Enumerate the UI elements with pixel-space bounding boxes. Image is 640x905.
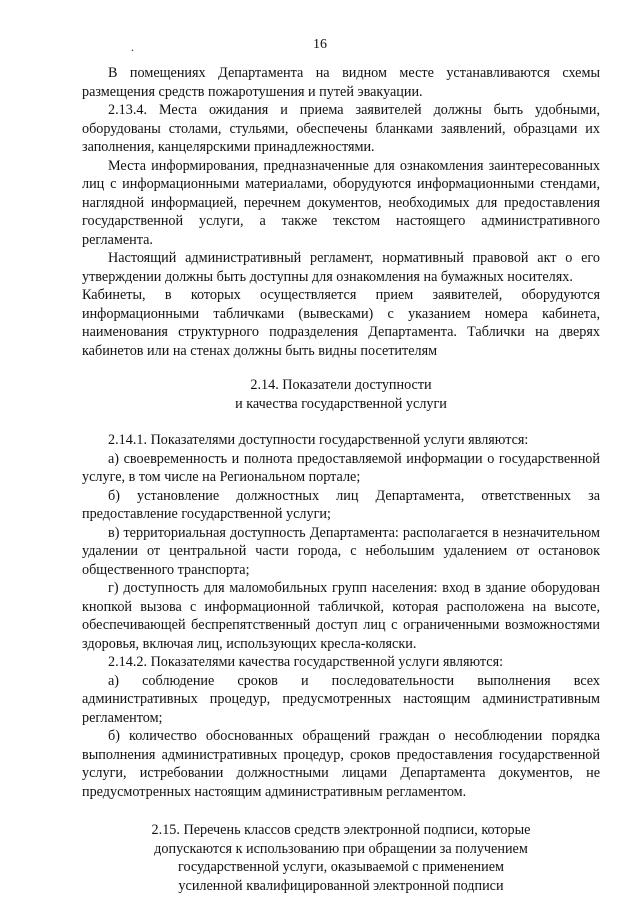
section-heading-2-15-line3: государственной услуги, оказываемой с применением — [178, 859, 504, 875]
stray-mark: . — [131, 40, 134, 54]
paragraph-2-13-4: 2.13.4. Места ожидания и приема заявителей должны быть удобными, оборудованы столами, стульями, обеспечены бланками заявлений, образцами их заполнения, канцелярскими принадлежностями. — [82, 102, 600, 155]
section-heading-2-15-line4: усиленной квалифицированной электронной подписи — [178, 877, 504, 894]
section-heading-2-15-line2: допускаются к использованию при обращении за получением — [154, 840, 528, 857]
list-item-b-accessibility: б) установление должностных лиц Департамента, ответственных за предоставление государственной услуги; — [82, 487, 600, 522]
paragraph-reglament-availability: Настоящий административный регламент, нормативный правовой акт о его утверждении должны быть доступны для ознакомления на бумажных носителях. — [82, 250, 600, 285]
paragraph-cabinets: Кабинеты, в которых осуществляется прием заявителей, оборудуются информационными табличками (вывесками) с указанием номера кабинета, наименования структурного подразделения Департамента. Таблички на дверях кабинетов или на стенах должны быть видны посетителям — [82, 287, 600, 359]
paragraph-2-14-2: 2.14.2. Показателями качества государственной услуги являются: — [108, 654, 504, 670]
section-heading-2-15-line1: 2.15. Перечень классов средств электронной подписи, которые — [151, 822, 531, 838]
paragraph-2-14-1: 2.14.1. Показателями доступности государственной услуги являются: — [108, 432, 529, 448]
paragraph-info-places: Места информирования, предназначенные для ознакомления заинтересованных лиц с информационными материалами, оборудуются информационными стендами, наглядной информацией, перечнем документов, необходимых для предоставления государственной услуги, а также текстом настоящего административного регламента. — [82, 157, 600, 248]
document-body — [82, 64, 600, 895]
paragraph-fire-schemes: В помещениях Департамента на видном месте устанавливаются схемы размещения средств пожаротушения и путей эвакуации. — [82, 65, 600, 100]
section-heading-2-14-line1: 2.14. Показатели доступности — [250, 377, 432, 393]
section-heading-2-14 — [82, 376, 600, 413]
list-item-g-accessibility: г) доступность для маломобильных групп населения: вход в здание оборудован кнопкой вызова с информационной табличкой, которая расположена на высоте, обеспечивающей беспрепятственный доступ лиц с ограниченными возможностями здоровья, включая лиц, использующих кресла-коляски. — [82, 580, 600, 652]
list-item-b-quality: б) количество обоснованных обращений граждан о несоблюдении порядка выполнения административных процедур, сроков предоставления государственной услуги, истребовании должностными лицами Департамента документов, не предусмотренных настоящим административным регламентом. — [82, 728, 600, 800]
list-item-a-quality: а) соблюдение сроков и последовательности выполнения всех административных процедур, предусмотренных настоящим административным регламентом; — [82, 672, 600, 726]
page-number: 16 — [313, 37, 327, 52]
list-item-v-accessibility: в) территориальная доступность Департамента: располагается в незначительном удалении от центральной части города, с небольшим удалением от остановок общественного транспорта; — [82, 524, 600, 578]
section-heading-2-14-line2: и качества государственной услуги — [235, 395, 447, 412]
section-heading-2-15 — [82, 821, 600, 895]
list-item-a-accessibility: а) своевременность и полнота предоставляемой информации о государственной услуге, в том числе на Региональном портале; — [82, 450, 600, 485]
